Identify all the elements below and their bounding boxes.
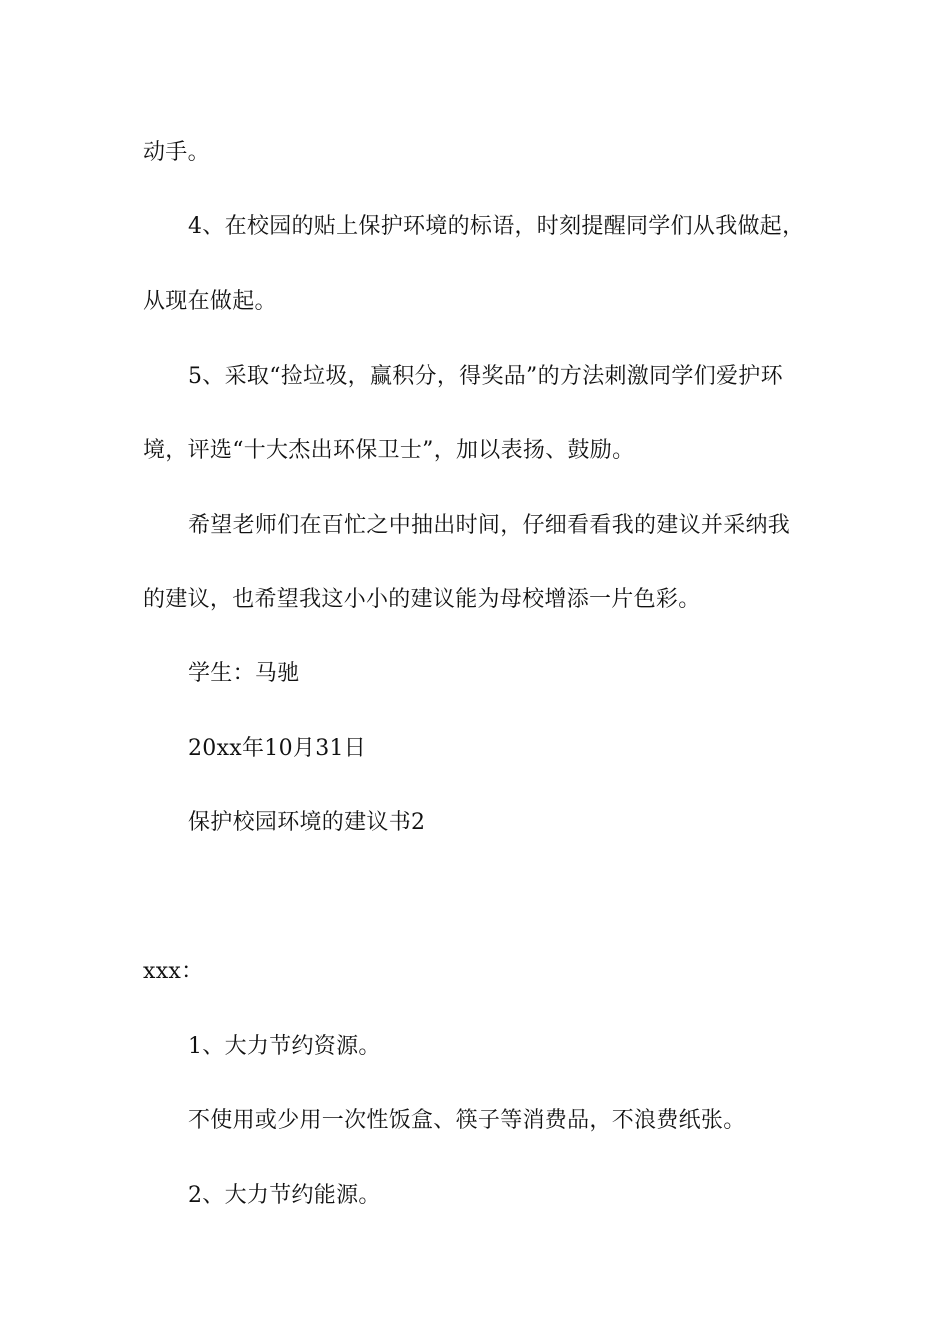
paragraph-line: 4、在校园的贴上保护环境的标语，时刻提醒同学们从我做起， [188, 214, 805, 239]
signature-student: 学生：马驰 [188, 661, 300, 686]
paragraph-line: 希望老师们在百忙之中抽出时间，仔细看看我的建议并采纳我 [188, 513, 791, 538]
signature-date: 20xx年10月31日 [188, 736, 367, 761]
list-item: 1、大力节约资源。 [188, 1034, 381, 1059]
paragraph-line: 境，评选“十大杰出环保卫士”，加以表扬、鼓励。 [143, 438, 635, 463]
paragraph-line: 不使用或少用一次性饭盒、筷子等消费品，不浪费纸张。 [188, 1108, 746, 1133]
section-title: 保护校园环境的建议书2 [188, 810, 426, 835]
list-item: 2、大力节约能源。 [188, 1183, 381, 1208]
paragraph-line: 动手。 [143, 140, 210, 165]
paragraph-line: 5、采取“捡垃圾，赢积分，得奖品”的方法刺激同学们爱护环 [188, 364, 783, 389]
paragraph-line: 从现在做起。 [143, 289, 277, 314]
salutation: xxx： [143, 959, 204, 984]
paragraph-line: 的建议，也希望我这小小的建议能为母校增添一片色彩。 [143, 587, 701, 612]
